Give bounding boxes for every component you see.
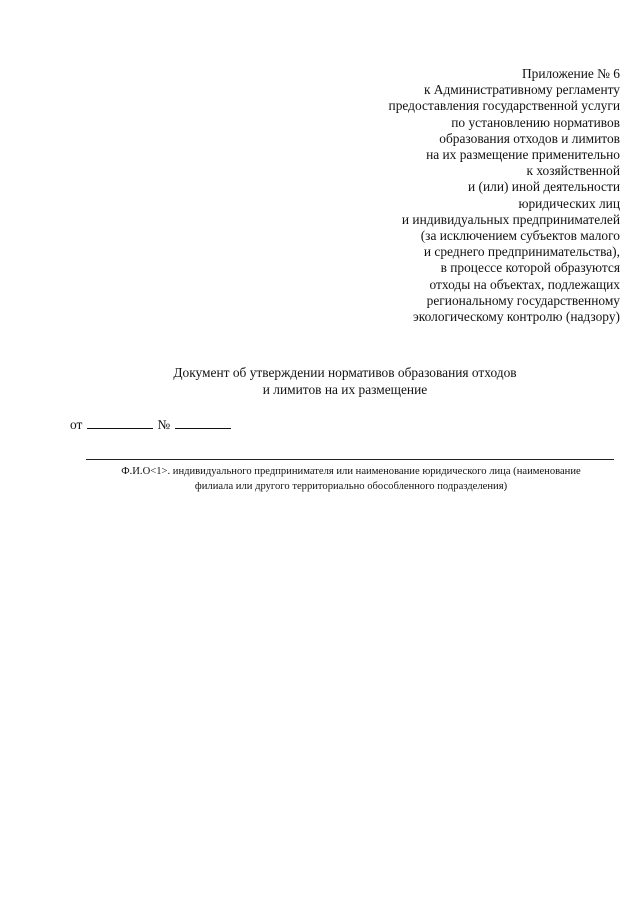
document-title — [100, 364, 590, 398]
date-label: от — [70, 417, 83, 432]
appendix-header — [290, 66, 620, 325]
document-title-line-2: и лимитов на их размещение — [262, 382, 428, 397]
appendix-line: предоставления государственной услуги — [388, 98, 620, 114]
appendix-line: образования отходов и лимитов — [439, 130, 620, 146]
appendix-line: (за исключением субъектов малого — [420, 228, 620, 244]
appendix-line: к хозяйственной — [526, 163, 620, 179]
appendix-line: к Административному регламенту — [423, 82, 620, 98]
appendix-line: по установлению нормативов — [451, 114, 620, 130]
appendix-line: юридических лиц — [518, 195, 620, 211]
appendix-line: и (или) иной деятельности — [468, 179, 620, 195]
date-number-row — [70, 416, 231, 433]
name-caption-line-1: Ф.И.О<1>. индивидуального предпринимателя или наименование юридического лица (наименование — [121, 466, 581, 477]
appendix-line: экологическому контролю (надзору) — [413, 309, 620, 325]
appendix-line: отходы на объектах, подлежащих — [429, 276, 620, 292]
appendix-line: и индивидуальных предпринимателей — [401, 211, 620, 227]
appendix-line: и среднего предпринимательства), — [423, 244, 620, 260]
name-underline — [86, 459, 614, 460]
appendix-line: на их размещение применительно — [426, 147, 620, 163]
name-caption — [84, 465, 618, 494]
appendix-line: Приложение № 6 — [521, 66, 620, 81]
number-label: № — [157, 417, 171, 432]
appendix-line: в процессе которой образуются — [440, 260, 620, 276]
document-title-line-1: Документ об утверждении нормативов образования отходов — [173, 365, 517, 380]
date-blank-field — [87, 416, 153, 429]
appendix-line: региональному государственному — [426, 292, 620, 308]
name-caption-line-2: филиала или другого территориально обособленного подразделения) — [194, 480, 508, 492]
number-blank-field — [175, 416, 231, 429]
